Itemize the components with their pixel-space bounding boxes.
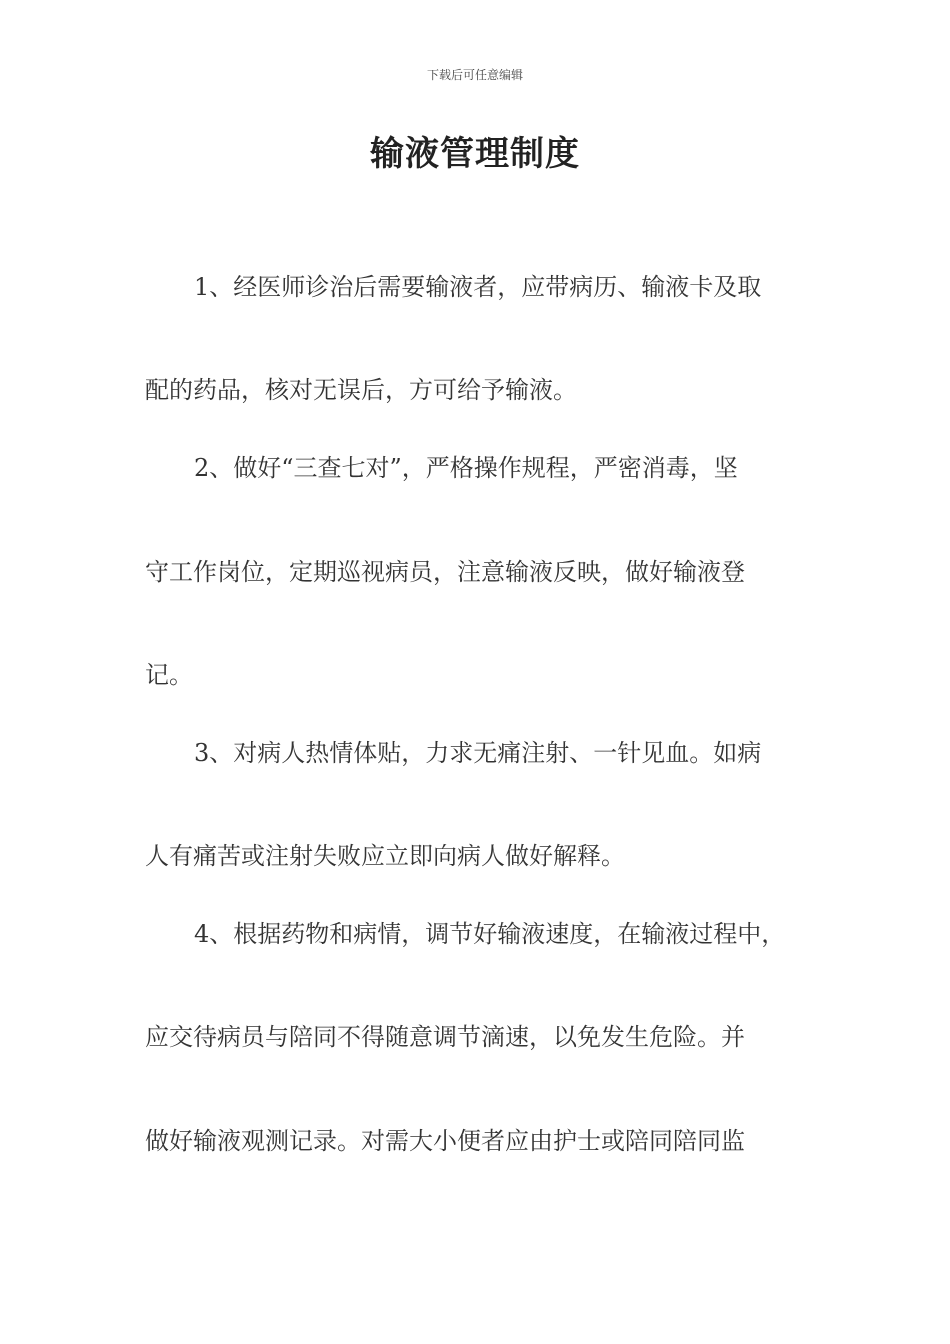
paragraph-2-line-2: 守工作岗位，定期巡视病员，注意输液反映，做好输液登 (145, 558, 745, 586)
paragraph-4-line-1: 4、根据药物和病情，调节好输液速度，在输液过程中， (194, 920, 786, 948)
paragraph-1-line-1: 1、经医师诊治后需要输液者，应带病历、输液卡及取 (194, 273, 762, 301)
paragraph-3-line-1: 3、对病人热情体贴，力求无痛注射、一针见血。如病 (194, 739, 762, 767)
paragraph-3-line-2: 人有痛苦或注射失败应立即向病人做好解释。 (145, 842, 625, 870)
document-title: 输液管理制度 (370, 134, 580, 174)
header-note: 下载后可任意编辑 (426, 68, 523, 82)
paragraph-4-line-3: 做好输液观测记录。对需大小便者应由护士或陪同陪同监 (145, 1127, 745, 1155)
paragraph-4-line-2: 应交待病员与陪同不得随意调节滴速，以免发生危险。并 (145, 1023, 745, 1051)
paragraph-1-line-2: 配的药品，核对无误后，方可给予输液。 (145, 376, 577, 404)
paragraph-2-line-1: 2、做好“三查七对”，严格操作规程，严密消毒，坚 (194, 454, 738, 482)
paragraph-2-line-3: 记。 (145, 661, 193, 689)
